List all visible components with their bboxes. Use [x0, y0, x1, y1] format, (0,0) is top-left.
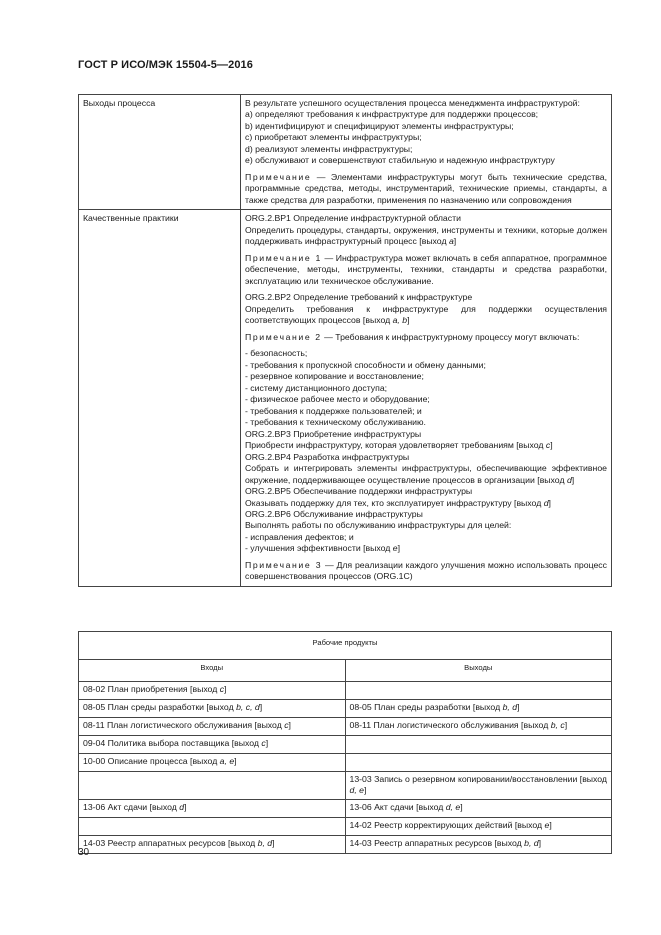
practices-content [241, 210, 612, 587]
requirements-list-item: - требования к поддержке пользователей; и [245, 405, 422, 416]
output-cell: 13-06 Акт сдачи [выход d, е] [345, 799, 612, 817]
note-text: — Элементами инфраструктуры могут быть технические средства, программные средства, методы, инструментарий, технические приемы, стандарты, а также средства для разработки, применения по назначению или сопровождения [245, 171, 607, 205]
bp5-title: ORG.2.BP5 Обеспечивание поддержки инфраструктуры [245, 486, 473, 497]
outputs-note [245, 172, 607, 206]
input-cell: 08-05 План среды разработки [выход b, c, d] [79, 700, 346, 718]
outputs-content [241, 95, 612, 210]
work-product-row [79, 736, 612, 754]
note1: Примечание 1 — Инфраструктура может включать в себя аппаратное, программное обеспечение, методы, инструменты, техники, стандарты и средства разработки, эксплуатацию или техническое обслуживание. [245, 252, 608, 286]
work-product-row [79, 799, 612, 817]
input-cell: 14-03 Реестр аппаратных ресурсов [выход b, d] [79, 835, 346, 853]
note2: Примечание 2 — Требования к инфраструктурному процессу могут включать: [245, 331, 580, 342]
outputs-item: е) обслуживают и совершенствуют стабильную и надежную инфраструктуру [245, 155, 555, 166]
work-product-row [79, 718, 612, 736]
bp6-item: - улучшения эффективности [выход е] [245, 543, 400, 554]
output-cell: 08-11 План логистического обслуживания [выход b, c] [345, 718, 612, 736]
page-number: 30 [78, 847, 90, 858]
requirements-list-item: - требования к пропускной способности и обмену данными; [245, 359, 486, 370]
inputs-header: Входы [79, 660, 346, 682]
requirements-list-item: - резервное копирование и восстановление; [245, 371, 424, 382]
input-cell: 09-04 Политика выбора поставщика [выход с] [79, 736, 346, 754]
note3: Примечание 3 — Для реализации каждого улучшения можно использовать процесс совершенствования процессов (ORG.1C) [245, 559, 607, 582]
outputs-item: b) идентифицируют и специфицируют элементы инфраструктуры; [245, 120, 514, 131]
process-table [78, 94, 612, 587]
output-cell: 14-02 Реестр корректирующих действий [выход е] [345, 817, 612, 835]
outputs-item: d) реализуют элементы инфраструктуры; [245, 143, 413, 154]
outputs-row [79, 95, 612, 210]
work-products-table [78, 631, 612, 854]
practices-row [79, 210, 612, 587]
work-product-row [79, 835, 612, 853]
requirements-list-item: - систему дистанционного доступа; [245, 382, 388, 393]
bp1-text: Определить процедуры, стандарты, окружения, инструменты и техники, которые должен поддерживать инфраструктурный процесс [выход а] [245, 224, 607, 247]
bp2-text: Определить требования к инфраструктуре для поддержки осуществления соответствующих процессов [выход а, b] [245, 303, 607, 326]
input-cell: 13-06 Акт сдачи [выход d] [79, 799, 346, 817]
outputs-intro: В результате успешного осуществления процесса менеджмента инфраструктурой: [245, 98, 580, 108]
bp4-title: ORG.2.BP4 Разработка инфраструктуры [245, 451, 410, 462]
work-product-row [79, 754, 612, 772]
bp3-text: Приобрести инфраструктуру, которая удовлетворяет требованиям [выход с] [245, 440, 553, 451]
input-cell [79, 817, 346, 835]
bp5-text: Оказывать поддержку для тех, кто эксплуатирует инфраструктуру [выход d] [245, 497, 551, 508]
outputs-header: Выходы [345, 660, 612, 682]
work-product-row [79, 700, 612, 718]
output-cell [345, 754, 612, 772]
document-header: ГОСТ Р ИСО/МЭК 15504-5—2016 [78, 59, 253, 71]
bp6-title: ORG.2.BP6 Обслуживание инфраструктуры [245, 508, 423, 519]
practices-label: Качественные практики [79, 210, 241, 587]
requirements-list-item: - физическое рабочее место и оборудование; [245, 394, 430, 405]
bp4-text: Собрать и интегрировать элементы инфраструктуры, обеспечивающие эффективное окружение, поддерживающее осуществление процессов в организации [выход d] [245, 463, 607, 485]
bp2-title: ORG.2.BP2 Определение требований к инфраструктуре [245, 292, 473, 303]
input-cell: 08-02 План приобретения [выход с] [79, 682, 346, 700]
bp3-title: ORG.2.BP3 Приобретение инфраструктуры [245, 428, 422, 439]
bp6-text: Выполнять работы по обслуживанию инфраструктуры для целей: [245, 520, 512, 531]
output-cell: 14-03 Реестр аппаратных ресурсов [выход b, d] [345, 835, 612, 853]
output-cell: 13-03 Запись о резервном копировании/восстановлении [выход d, е] [345, 772, 612, 800]
work-products-title: Рабочие продукты [79, 632, 612, 660]
requirements-list-item: - безопасность; [245, 348, 308, 359]
input-cell: 10-00 Описание процесса [выход а, е] [79, 754, 346, 772]
work-product-row [79, 682, 612, 700]
output-cell [345, 736, 612, 754]
work-product-row [79, 817, 612, 835]
input-cell [79, 772, 346, 800]
requirements-list-item: - требования к техническому обслуживанию. [245, 417, 426, 428]
bp6-item: - исправления дефектов; и [245, 531, 354, 542]
note-label: Примечание [245, 171, 312, 182]
outputs-label: Выходы процесса [79, 95, 241, 210]
work-product-row [79, 772, 612, 800]
output-cell: 08-05 План среды разработки [выход b, d] [345, 700, 612, 718]
outputs-item: с) приобретают элементы инфраструктуры; [245, 132, 422, 143]
input-cell: 08-11 План логистического обслуживания [выход с] [79, 718, 346, 736]
bp1-title: ORG.2.BP1 Определение инфраструктурной области [245, 213, 461, 224]
output-cell [345, 682, 612, 700]
outputs-item: а) определяют требования к инфраструктуре для поддержки процессов; [245, 109, 539, 120]
